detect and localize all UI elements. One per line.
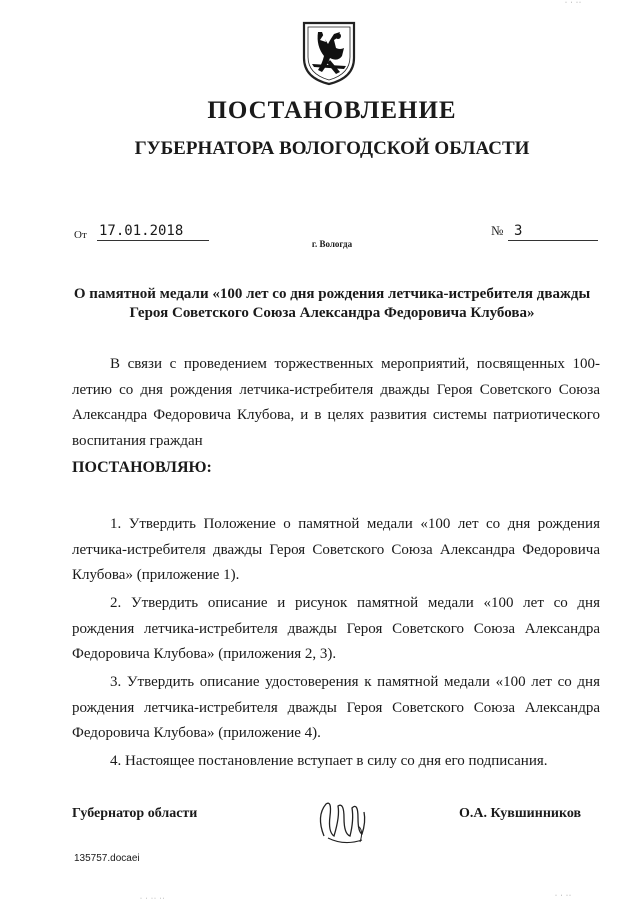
scan-mark-top: · · ·· <box>565 0 582 6</box>
date-label: От <box>74 229 87 241</box>
document-number: 3 <box>508 223 598 241</box>
decree-item-2: 2. Утвердить описание и рисунок памятной медали «100 лет со дня рождения летчика-истребителя дважды Героя Советского Союза Александра Федоровича Клубова» (приложения 2, 3). <box>72 595 600 662</box>
decree-word: ПОСТАНОВЛЯЮ: <box>72 459 212 476</box>
document-file-id: 135757.docaei <box>74 853 140 864</box>
signatory-position: Губернатор области <box>72 806 198 821</box>
decree-item-3: 3. Утвердить описание удостоверения к памятной медали «100 лет со дня рождения летчика-истребителя дважды Героя Советского Союза Александра Федоровича Клубова» (приложение 4). <box>72 674 600 741</box>
document-city: г. Вологда <box>311 239 353 249</box>
handwritten-signature-icon <box>314 796 370 848</box>
vologda-coat-of-arms-icon <box>300 20 358 86</box>
scan-mark-bottom-right: · · ·· <box>555 893 572 899</box>
document-issuer: ГУБЕРНАТОРА ВОЛОГОДСКОЙ ОБЛАСТИ <box>134 138 530 159</box>
scan-mark-bottom-left: · · ·· ·· <box>140 896 166 902</box>
document-subject: О памятной медали «100 лет со дня рождения летчика-истребителя дважды Героя Советского Союза Александра Федоровича Клубова» <box>73 286 591 321</box>
document-date: 17.01.2018 <box>97 223 209 241</box>
signatory-name: О.А. Кувшинников <box>459 806 582 821</box>
intro-paragraph: В связи с проведением торжественных мероприятий, посвященных 100-летию со дня рождения летчика-истребителя дважды Героя Советского Союза Александра Федоровича Клубова, и в целях развития системы патриотического воспитания граждан <box>72 356 600 449</box>
decree-item-4: 4. Настоящее постановление вступает в силу со дня его подписания. <box>110 753 548 769</box>
document-title: ПОСТАНОВЛЕНИЕ <box>207 97 457 124</box>
decree-item-1: 1. Утвердить Положение о памятной медали «100 лет со дня рождения летчика-истребителя дважды Героя Советского Союза Александра Федоровича Клубова» (приложение 1). <box>72 516 600 583</box>
number-label: № <box>491 223 504 238</box>
